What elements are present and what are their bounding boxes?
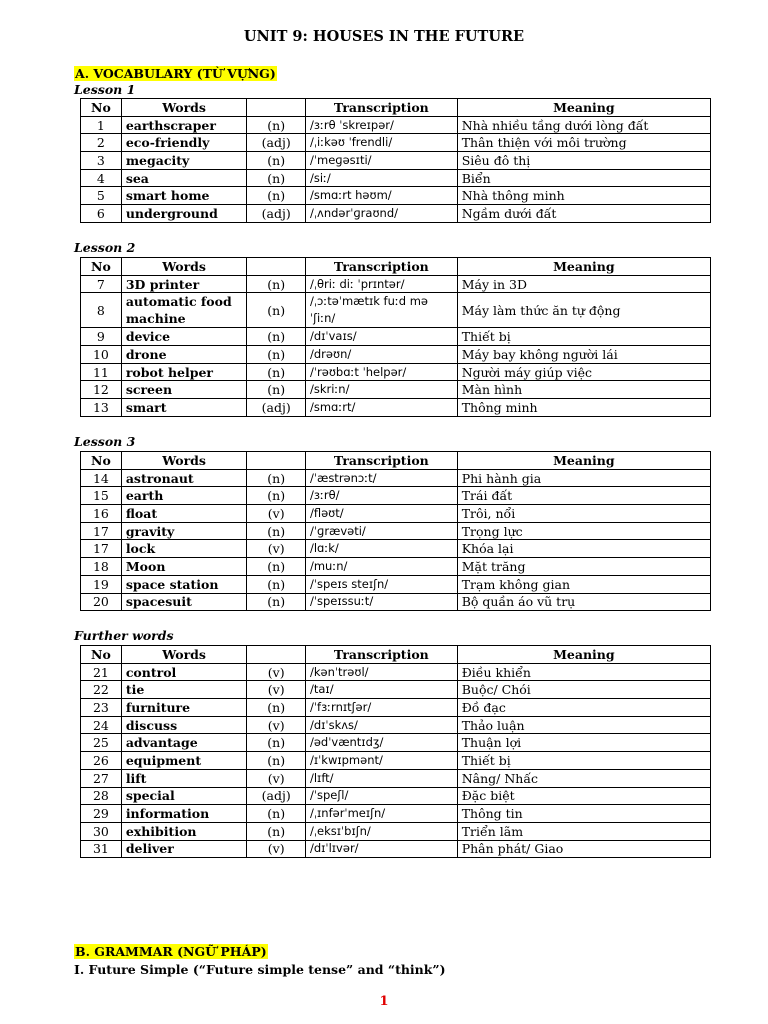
lesson-label: Further words xyxy=(74,628,174,643)
cell-pos: (adj) xyxy=(247,205,306,223)
cell-meaning: Biển xyxy=(457,169,710,187)
cell-no: 23 xyxy=(81,699,122,717)
cell-meaning: Người máy giúp việc xyxy=(457,363,710,381)
cell-meaning: Trôi, nổi xyxy=(457,505,710,523)
header-meaning: Meaning xyxy=(457,258,710,276)
cell-no: 11 xyxy=(81,363,122,381)
page-title: UNIT 9: HOUSES IN THE FUTURE xyxy=(243,28,525,45)
cell-pos: (n) xyxy=(247,275,306,293)
cell-meaning: Đồ đạc xyxy=(457,699,710,717)
table-row xyxy=(81,275,711,293)
cell-word: astronaut xyxy=(121,469,247,487)
cell-no: 7 xyxy=(81,275,122,293)
cell-word: sea xyxy=(121,169,247,187)
cell-word: smart home xyxy=(121,187,247,205)
cell-word: advantage xyxy=(121,734,247,752)
cell-pos: (n) xyxy=(247,593,306,611)
cell-pos: (v) xyxy=(247,769,306,787)
header-meaning: Meaning xyxy=(457,452,710,470)
cell-meaning: Máy bay không người lái xyxy=(457,346,710,364)
cell-word: information xyxy=(121,805,247,823)
cell-no: 27 xyxy=(81,769,122,787)
cell-pos: (n) xyxy=(247,805,306,823)
cell-no: 30 xyxy=(81,822,122,840)
header-meaning: Meaning xyxy=(457,99,710,117)
cell-word: special xyxy=(121,787,247,805)
cell-no: 25 xyxy=(81,734,122,752)
table-row xyxy=(81,487,711,505)
cell-word: automatic food machine xyxy=(121,293,247,328)
vocabulary-table xyxy=(80,645,711,858)
cell-word: deliver xyxy=(121,840,247,858)
header-pos xyxy=(247,99,306,117)
cell-transcription: /drəʊn/ xyxy=(305,346,457,364)
cell-pos: (n) xyxy=(247,522,306,540)
cell-meaning: Nâng/ Nhấc xyxy=(457,769,710,787)
cell-transcription: /ˈɡrævəti/ xyxy=(305,522,457,540)
cell-word: robot helper xyxy=(121,363,247,381)
cell-transcription: /ˌeksɪˈbɪʃn/ xyxy=(305,822,457,840)
cell-transcription: /fləʊt/ xyxy=(305,505,457,523)
cell-no: 24 xyxy=(81,716,122,734)
table-row xyxy=(81,734,711,752)
cell-transcription: /ˈæstrənɔːt/ xyxy=(305,469,457,487)
header-transcription: Transcription xyxy=(305,646,457,664)
cell-transcription: /smɑːrt/ xyxy=(305,399,457,417)
cell-no: 18 xyxy=(81,558,122,576)
cell-meaning: Ngầm dưới đất xyxy=(457,205,710,223)
cell-meaning: Máy làm thức ăn tự động xyxy=(457,293,710,328)
cell-word: furniture xyxy=(121,699,247,717)
header-words: Words xyxy=(121,452,247,470)
cell-transcription: /ˈspeɪssuːt/ xyxy=(305,593,457,611)
cell-transcription: /siː/ xyxy=(305,169,457,187)
table-row xyxy=(81,293,711,328)
cell-word: megacity xyxy=(121,152,247,170)
cell-no: 26 xyxy=(81,752,122,770)
section-a-heading: A. VOCABULARY (TỪ VỰNG) xyxy=(75,66,276,81)
cell-meaning: Thuận lợi xyxy=(457,734,710,752)
cell-transcription: /ˈmeɡəsɪti/ xyxy=(305,152,457,170)
table-row xyxy=(81,769,711,787)
cell-word: underground xyxy=(121,205,247,223)
cell-transcription: /ɪˈkwɪpmənt/ xyxy=(305,752,457,770)
cell-pos: (n) xyxy=(247,734,306,752)
cell-pos: (adj) xyxy=(247,787,306,805)
cell-transcription: /ˈspeʃl/ xyxy=(305,787,457,805)
cell-transcription: /ədˈvæntɪdʒ/ xyxy=(305,734,457,752)
cell-transcription: /dɪˈlɪvər/ xyxy=(305,840,457,858)
cell-no: 20 xyxy=(81,593,122,611)
cell-no: 28 xyxy=(81,787,122,805)
cell-word: equipment xyxy=(121,752,247,770)
table-row xyxy=(81,505,711,523)
cell-word: eco-friendly xyxy=(121,134,247,152)
cell-pos: (n) xyxy=(247,469,306,487)
cell-meaning: Thảo luận xyxy=(457,716,710,734)
cell-word: exhibition xyxy=(121,822,247,840)
header-no: No xyxy=(81,452,122,470)
page-number: 1 xyxy=(379,994,389,1009)
cell-pos: (v) xyxy=(247,716,306,734)
cell-no: 17 xyxy=(81,540,122,558)
cell-word: spacesuit xyxy=(121,593,247,611)
cell-pos: (n) xyxy=(247,381,306,399)
cell-pos: (n) xyxy=(247,558,306,576)
table-row xyxy=(81,558,711,576)
cell-transcription: /dɪˈvaɪs/ xyxy=(305,328,457,346)
cell-no: 2 xyxy=(81,134,122,152)
table-row xyxy=(81,469,711,487)
header-transcription: Transcription xyxy=(305,258,457,276)
table-row xyxy=(81,346,711,364)
cell-no: 6 xyxy=(81,205,122,223)
lesson-label: Lesson 1 xyxy=(74,82,136,97)
cell-transcription: /smɑːrt həʊm/ xyxy=(305,187,457,205)
cell-word: screen xyxy=(121,381,247,399)
cell-transcription: /ˌiːkəʊ ˈfrendli/ xyxy=(305,134,457,152)
cell-pos: (n) xyxy=(247,293,306,328)
cell-meaning: Máy in 3D xyxy=(457,275,710,293)
cell-meaning: Mặt trăng xyxy=(457,558,710,576)
cell-pos: (n) xyxy=(247,822,306,840)
cell-word: 3D printer xyxy=(121,275,247,293)
cell-transcription: /dɪˈskʌs/ xyxy=(305,716,457,734)
cell-meaning: Phân phát/ Giao xyxy=(457,840,710,858)
cell-no: 5 xyxy=(81,187,122,205)
cell-transcription: /kənˈtrəʊl/ xyxy=(305,663,457,681)
cell-pos: (n) xyxy=(247,169,306,187)
cell-pos: (v) xyxy=(247,840,306,858)
cell-pos: (n) xyxy=(247,152,306,170)
cell-pos: (n) xyxy=(247,575,306,593)
cell-pos: (v) xyxy=(247,540,306,558)
table-row xyxy=(81,205,711,223)
cell-word: tie xyxy=(121,681,247,699)
table-row xyxy=(81,169,711,187)
header-no: No xyxy=(81,99,122,117)
cell-transcription: /ˌɪnfərˈmeɪʃn/ xyxy=(305,805,457,823)
cell-no: 31 xyxy=(81,840,122,858)
table-row xyxy=(81,381,711,399)
table-row xyxy=(81,716,711,734)
cell-transcription: /ˌʌndərˈɡraʊnd/ xyxy=(305,205,457,223)
cell-transcription: /taɪ/ xyxy=(305,681,457,699)
cell-meaning: Phi hành gia xyxy=(457,469,710,487)
cell-meaning: Đặc biệt xyxy=(457,787,710,805)
table-row xyxy=(81,822,711,840)
cell-transcription: /ˌθriː diː ˈprɪntər/ xyxy=(305,275,457,293)
table-row xyxy=(81,805,711,823)
header-transcription: Transcription xyxy=(305,452,457,470)
cell-transcription: /ˈrəʊbɑːt ˈhelpər/ xyxy=(305,363,457,381)
header-words: Words xyxy=(121,258,247,276)
table-row xyxy=(81,575,711,593)
cell-word: space station xyxy=(121,575,247,593)
cell-word: earthscraper xyxy=(121,116,247,134)
cell-meaning: Triển lãm xyxy=(457,822,710,840)
cell-pos: (adj) xyxy=(247,134,306,152)
header-no: No xyxy=(81,258,122,276)
cell-pos: (v) xyxy=(247,505,306,523)
cell-no: 4 xyxy=(81,169,122,187)
table-row xyxy=(81,399,711,417)
grammar-subheading: I. Future Simple (“Future simple tense” and “think”) xyxy=(74,962,446,977)
cell-meaning: Trạm không gian xyxy=(457,575,710,593)
cell-meaning: Thiết bị xyxy=(457,752,710,770)
table-row xyxy=(81,840,711,858)
lesson-label: Lesson 3 xyxy=(74,434,136,449)
cell-word: lift xyxy=(121,769,247,787)
vocabulary-table xyxy=(80,257,711,417)
table-row xyxy=(81,752,711,770)
cell-no: 8 xyxy=(81,293,122,328)
cell-pos: (v) xyxy=(247,681,306,699)
cell-pos: (n) xyxy=(247,187,306,205)
cell-pos: (n) xyxy=(247,346,306,364)
table-row xyxy=(81,681,711,699)
header-pos xyxy=(247,646,306,664)
cell-word: earth xyxy=(121,487,247,505)
header-no: No xyxy=(81,646,122,664)
cell-no: 1 xyxy=(81,116,122,134)
cell-word: device xyxy=(121,328,247,346)
cell-meaning: Siêu đô thị xyxy=(457,152,710,170)
cell-no: 3 xyxy=(81,152,122,170)
cell-word: drone xyxy=(121,346,247,364)
cell-meaning: Thông minh xyxy=(457,399,710,417)
cell-no: 14 xyxy=(81,469,122,487)
cell-pos: (n) xyxy=(247,752,306,770)
cell-word: float xyxy=(121,505,247,523)
cell-pos: (n) xyxy=(247,116,306,134)
cell-no: 12 xyxy=(81,381,122,399)
cell-meaning: Màn hình xyxy=(457,381,710,399)
cell-pos: (n) xyxy=(247,487,306,505)
table-row xyxy=(81,134,711,152)
cell-transcription: /skriːn/ xyxy=(305,381,457,399)
cell-no: 21 xyxy=(81,663,122,681)
cell-meaning: Buộc/ Chói xyxy=(457,681,710,699)
table-row xyxy=(81,663,711,681)
table-row xyxy=(81,116,711,134)
cell-transcription: /ˌɔːtəˈmætɪk fuːd məˈʃiːn/ xyxy=(305,293,457,328)
cell-no: 19 xyxy=(81,575,122,593)
cell-transcription: /ˈspeɪs steɪʃn/ xyxy=(305,575,457,593)
table-row xyxy=(81,787,711,805)
cell-meaning: Khóa lại xyxy=(457,540,710,558)
vocabulary-table xyxy=(80,98,711,223)
vocabulary-table xyxy=(80,451,711,611)
cell-pos: (adj) xyxy=(247,399,306,417)
cell-word: gravity xyxy=(121,522,247,540)
cell-pos: (n) xyxy=(247,328,306,346)
cell-word: smart xyxy=(121,399,247,417)
cell-transcription: /ˈfɜːrnɪtʃər/ xyxy=(305,699,457,717)
cell-word: Moon xyxy=(121,558,247,576)
cell-meaning: Thông tin xyxy=(457,805,710,823)
cell-meaning: Bộ quần áo vũ trụ xyxy=(457,593,710,611)
cell-meaning: Thân thiện với môi trường xyxy=(457,134,710,152)
cell-no: 22 xyxy=(81,681,122,699)
table-row xyxy=(81,540,711,558)
cell-meaning: Thiết bị xyxy=(457,328,710,346)
cell-no: 15 xyxy=(81,487,122,505)
header-pos xyxy=(247,258,306,276)
lesson-label: Lesson 2 xyxy=(74,240,136,255)
table-row xyxy=(81,152,711,170)
header-words: Words xyxy=(121,99,247,117)
cell-meaning: Nhà nhiều tầng dưới lòng đất xyxy=(457,116,710,134)
cell-transcription: /lɑːk/ xyxy=(305,540,457,558)
cell-no: 13 xyxy=(81,399,122,417)
cell-meaning: Trọng lực xyxy=(457,522,710,540)
cell-transcription: /ɜːrθ ˈskreɪpər/ xyxy=(305,116,457,134)
cell-meaning: Nhà thông minh xyxy=(457,187,710,205)
cell-no: 16 xyxy=(81,505,122,523)
cell-no: 10 xyxy=(81,346,122,364)
cell-transcription: /lɪft/ xyxy=(305,769,457,787)
header-transcription: Transcription xyxy=(305,99,457,117)
cell-meaning: Điều khiển xyxy=(457,663,710,681)
cell-pos: (n) xyxy=(247,363,306,381)
header-words: Words xyxy=(121,646,247,664)
cell-transcription: /muːn/ xyxy=(305,558,457,576)
cell-pos: (v) xyxy=(247,663,306,681)
cell-pos: (n) xyxy=(247,699,306,717)
cell-word: discuss xyxy=(121,716,247,734)
table-row xyxy=(81,522,711,540)
table-row xyxy=(81,328,711,346)
cell-no: 9 xyxy=(81,328,122,346)
header-meaning: Meaning xyxy=(457,646,710,664)
header-pos xyxy=(247,452,306,470)
cell-meaning: Trái đất xyxy=(457,487,710,505)
table-row xyxy=(81,593,711,611)
section-b-heading: B. GRAMMAR (NGỮ PHÁP) xyxy=(75,944,267,959)
cell-no: 29 xyxy=(81,805,122,823)
table-row xyxy=(81,363,711,381)
cell-no: 17 xyxy=(81,522,122,540)
table-row xyxy=(81,187,711,205)
cell-transcription: /ɜːrθ/ xyxy=(305,487,457,505)
table-row xyxy=(81,699,711,717)
cell-word: control xyxy=(121,663,247,681)
cell-word: lock xyxy=(121,540,247,558)
